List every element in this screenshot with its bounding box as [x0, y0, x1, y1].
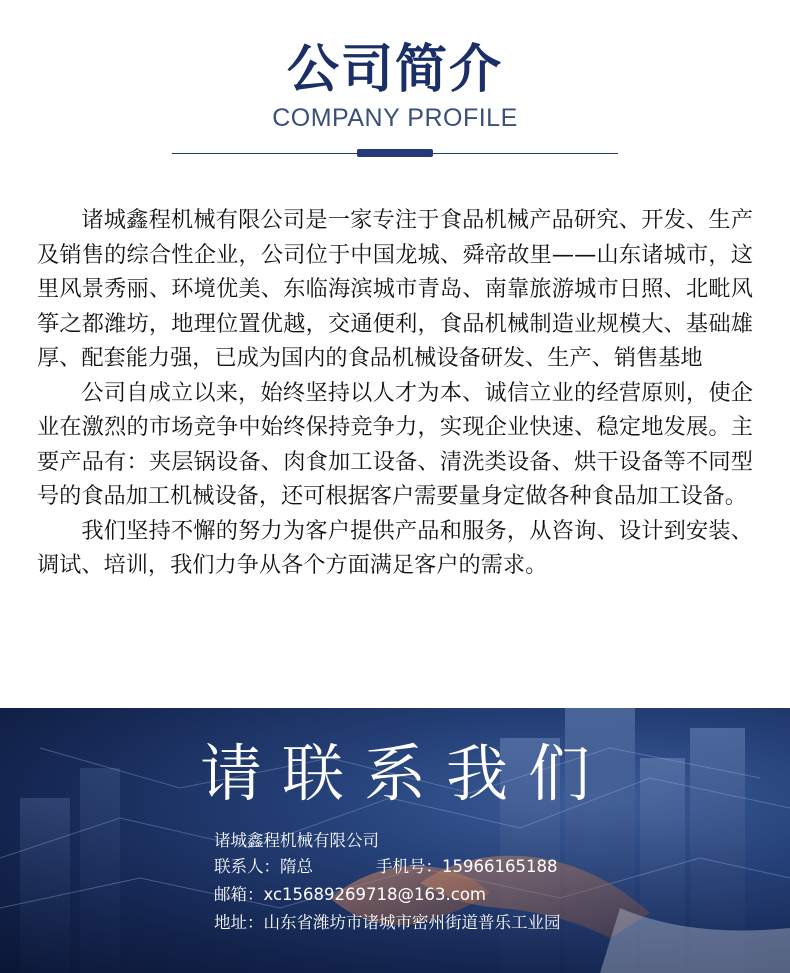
- section-title: 公司简介: [286, 40, 503, 100]
- intro-paragraph: 诸城鑫程机械有限公司是一家专注于食品机械产品研究、开发、生产及销售的综合性企业，公司位于中国龙城、舜帝故里——山东诸城市，这里风景秀丽、环境优美、东临海滨城市青岛、南靠旅游城市日照、北毗风筝之都潍坊，地理位置优越，交通便利，食品机械制造业规模大、基础雄厚、配套能力强，已成为国内的食品机械设备研发、生产、销售基地: [37, 207, 753, 371]
- phone-row: [376, 855, 557, 879]
- section-subtitle: COMPANY PROFILE: [272, 104, 518, 132]
- address-row: [214, 911, 561, 935]
- phone-label: 手机号：: [376, 857, 442, 876]
- email-row: [214, 883, 486, 907]
- contact-person-value: 隋总: [280, 857, 313, 876]
- email-label: 邮箱：: [214, 885, 264, 904]
- intro-paragraph: 公司自成立以来，始终坚持以人才为本、诚信立业的经营原则，使企业在激烈的市场竞争中始终保持竞争力，实现企业快速、稳定地发展。主要产品有：夹层锅设备、肉食加工设备、清洗类设备、烘干设备等不同型号的食品加工机械设备，还可根据客户需要量身定做各种食品加工设备。: [37, 379, 753, 509]
- intro-text: [37, 203, 753, 583]
- intro-paragraph: 我们坚持不懈的努力为客户提供产品和服务，从咨询、设计到安装、调试、培训，我们力争从各个方面满足客户的需求。: [37, 517, 753, 578]
- company-name: 诸城鑫程机械有限公司: [214, 831, 379, 850]
- contact-banner: [0, 708, 790, 973]
- title-divider-accent: [357, 149, 433, 157]
- contact-person-label: 联系人：: [214, 857, 280, 876]
- address-label: 地址：: [214, 913, 264, 932]
- address-value: 山东省潍坊市诸城市密州街道普乐工业园: [263, 913, 561, 932]
- phone-value[interactable]: 15966165188: [442, 857, 558, 876]
- email-value[interactable]: xc15689269718@163.com: [263, 885, 487, 904]
- contact-person-row: [214, 855, 313, 879]
- contact-title: 请联系我们: [200, 737, 611, 810]
